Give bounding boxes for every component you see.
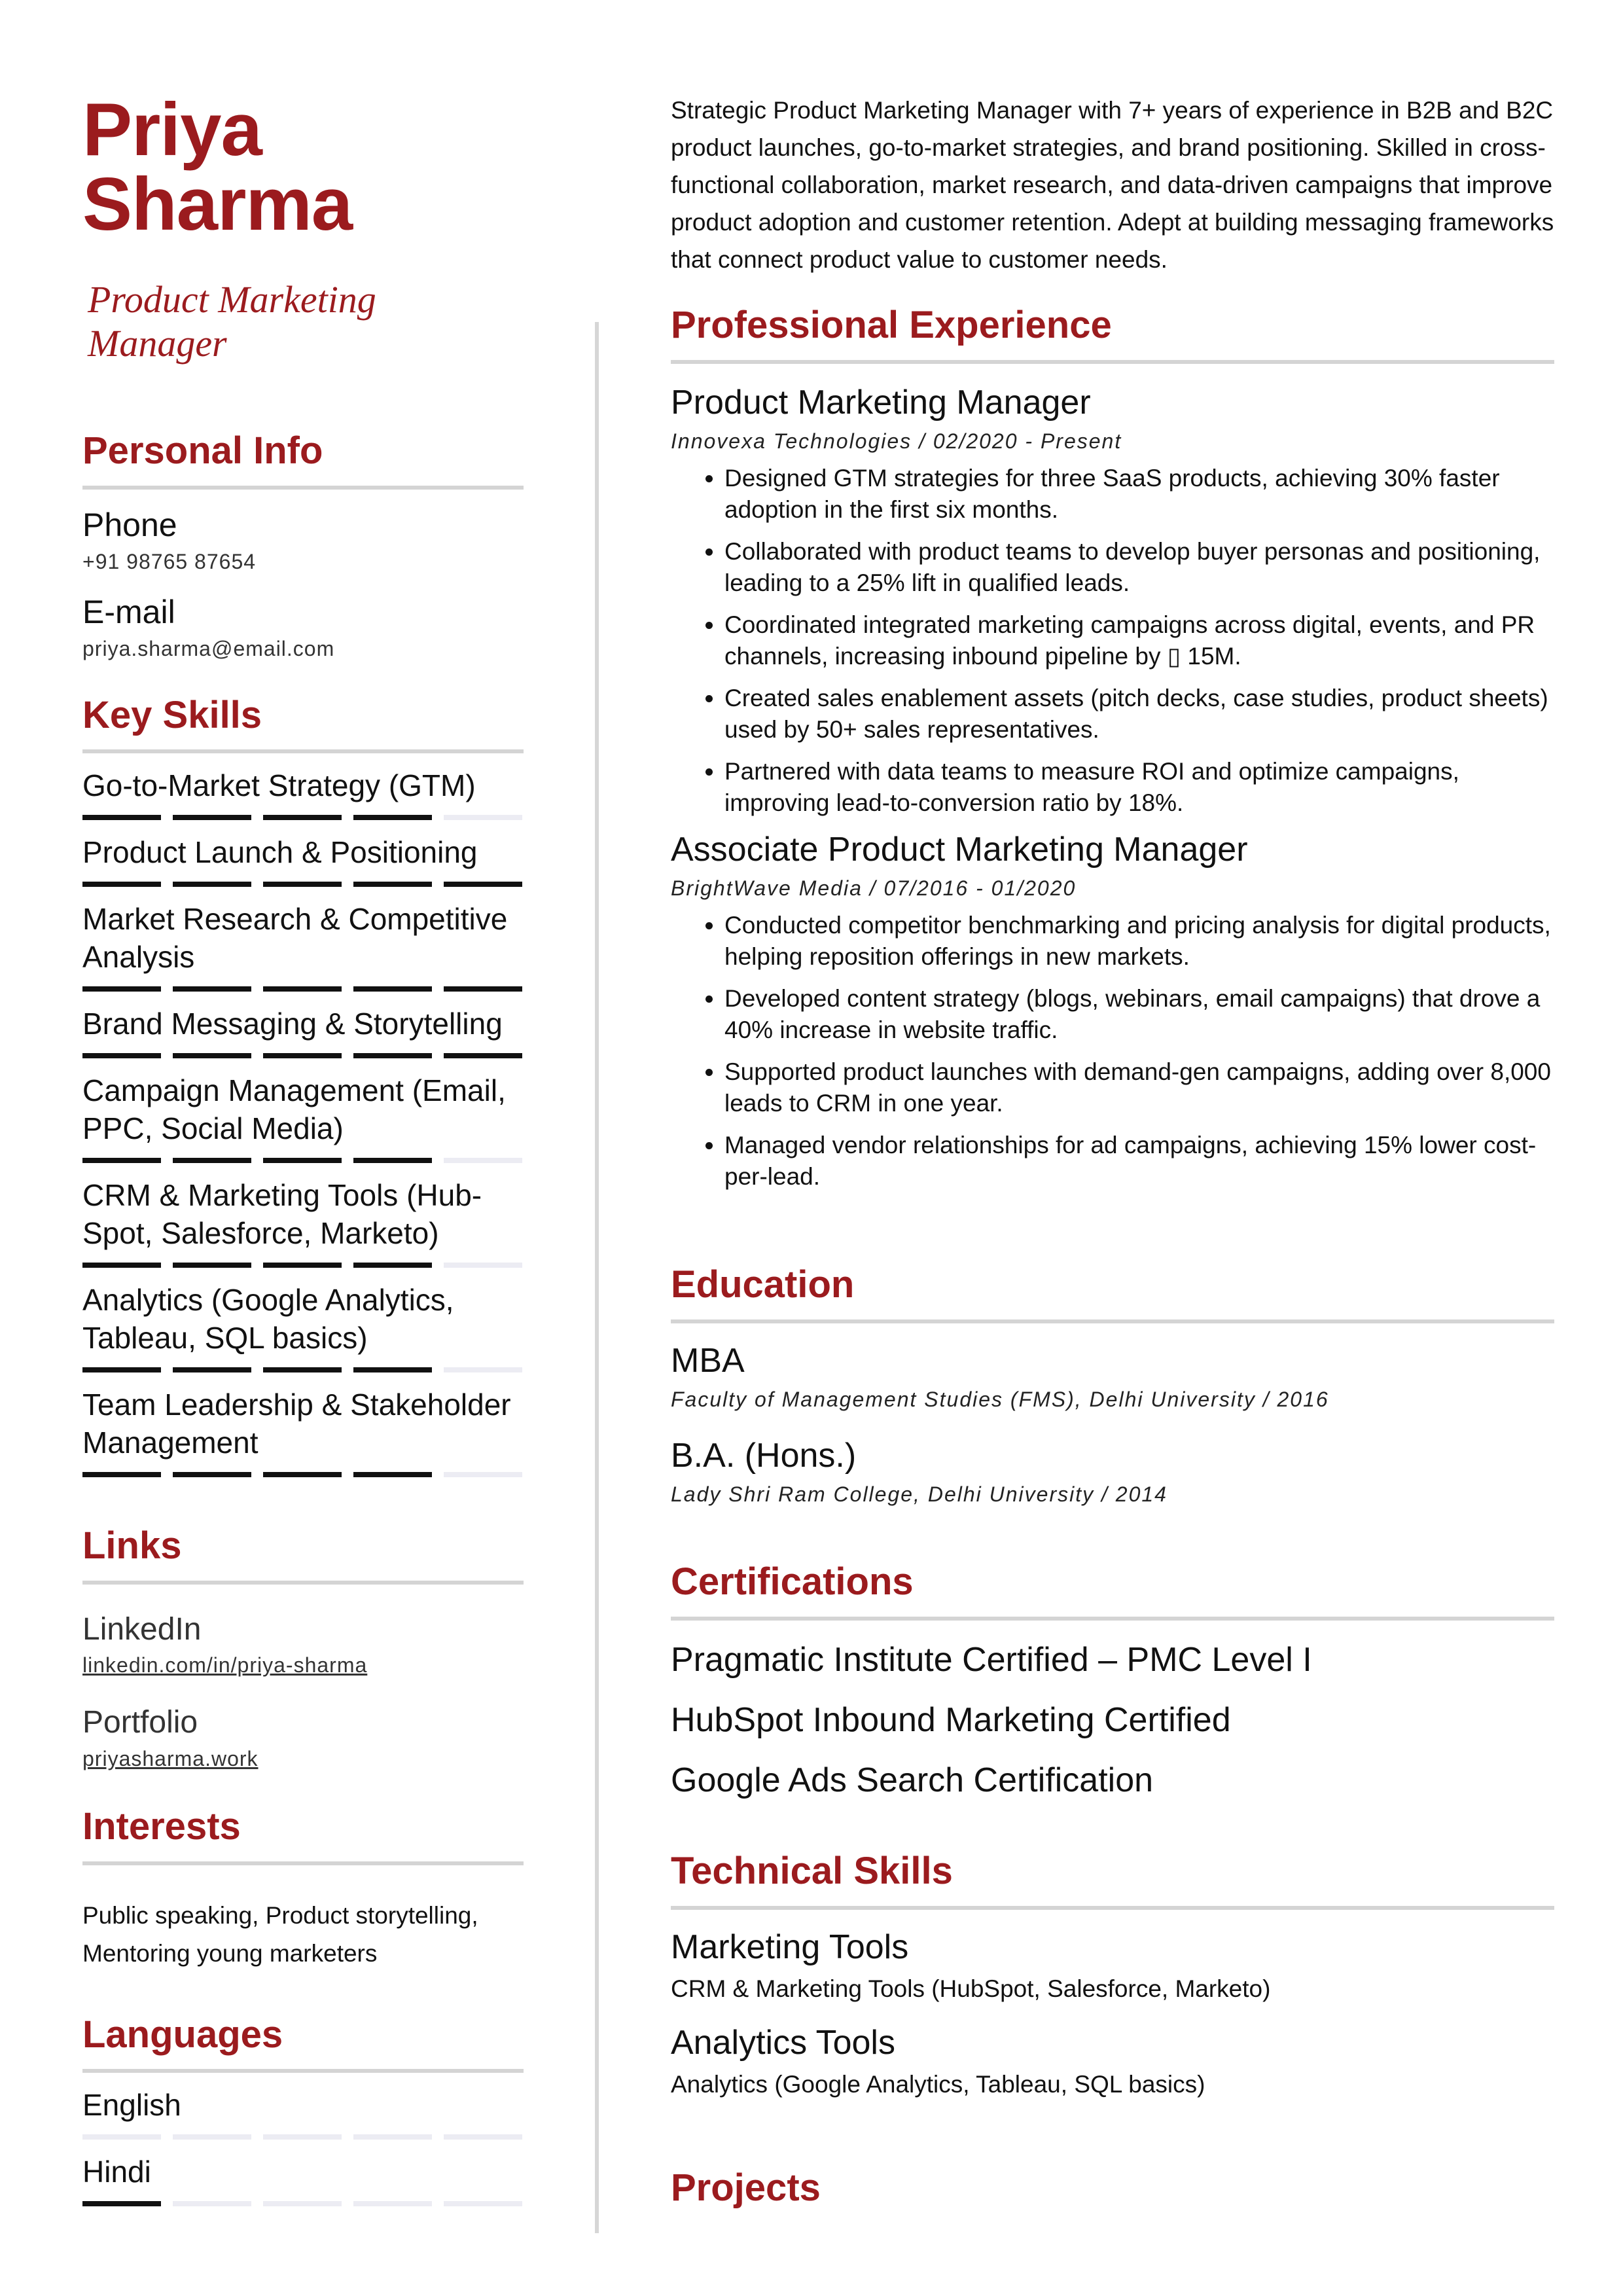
skill-level-segment <box>444 1472 522 1477</box>
skill-item <box>82 766 524 820</box>
skill-level-segment <box>353 882 432 887</box>
skill-level-segment <box>263 2134 342 2140</box>
degree: MBA <box>671 1341 745 1380</box>
skill-level-segment <box>353 1158 432 1163</box>
skill-level-bar <box>82 2201 524 2206</box>
languages-section <box>82 2012 524 2207</box>
left-column <box>82 79 524 2206</box>
skill-level-segment <box>444 815 522 820</box>
degree: B.A. (Hons.) <box>671 1436 857 1475</box>
section-rule <box>82 1861 524 1865</box>
list-item: • Designed GTM strategies for three SaaS products, achieving 30% faster adoption in the first six months. <box>724 463 1554 526</box>
language-name: English <box>82 2088 181 2123</box>
section-title: Projects <box>671 2166 821 2209</box>
candidate-title: Product Marketing Manager <box>88 278 376 365</box>
skill-level-segment <box>263 1472 342 1477</box>
job-bullets <box>671 910 1554 1193</box>
skill-level-segment <box>173 1263 251 1268</box>
skill-item <box>82 1281 524 1372</box>
experience-section <box>671 302 1554 1203</box>
skill-level-bar <box>82 2134 524 2140</box>
tech-skill-title: Analytics Tools <box>671 2023 895 2062</box>
skill-name: Market Research & Competitive Analysis <box>82 902 508 975</box>
skill-name: Brand Messaging & Storytelling <box>82 1007 503 1041</box>
certification-item: Pragmatic Institute Certified – PMC Level I <box>671 1640 1312 1679</box>
skill-level-segment <box>173 882 251 887</box>
skill-level-segment <box>173 815 251 820</box>
skill-level-bar <box>82 1367 524 1372</box>
section-title: Interests <box>82 1804 241 1848</box>
skill-item <box>82 1005 524 1058</box>
skill-level-bar <box>82 1053 524 1058</box>
skill-name: CRM & Marketing Tools (Hub-Spot, Salesforce, Marketo) <box>82 1178 482 1251</box>
skill-level-segment <box>263 986 342 992</box>
skill-level-segment <box>263 882 342 887</box>
skill-item <box>82 1386 524 1477</box>
job-meta: BrightWave Media / 07/2016 - 01/2020 <box>671 876 1077 901</box>
job-entry <box>671 829 1554 1193</box>
section-rule <box>671 1906 1554 1910</box>
skill-item <box>82 1071 524 1163</box>
section-title: Technical Skills <box>671 1850 953 1892</box>
links-section <box>82 1523 524 1771</box>
projects-section <box>671 2165 1554 2211</box>
personal-info-section <box>82 428 524 661</box>
skill-name: Team Leadership & Stakeholder Management <box>82 1388 511 1460</box>
skill-level-segment <box>263 1158 342 1163</box>
interests-section <box>82 1804 524 1973</box>
languages-list <box>82 2086 524 2206</box>
section-title: Languages <box>82 2013 283 2056</box>
section-rule <box>671 1319 1554 1323</box>
summary-text: Strategic Product Marketing Manager with 7+ years of experience in B2B and B2C product launches, go-to-market strategies, and brand positioning. Skilled in cross-functional collaboration, market research, and data-driven campaigns that improve product adoption and customer retention. Adept at building messaging frameworks that connect product value to customer needs. <box>671 97 1554 273</box>
linkedin-link[interactable]: linkedin.com/in/priya-sharma <box>82 1653 368 1677</box>
skill-level-segment <box>82 1158 161 1163</box>
section-title: Links <box>82 1524 182 1568</box>
skill-name: Analytics (Google Analytics, Tableau, SQL basics) <box>82 1283 454 1355</box>
skill-level-segment <box>353 815 432 820</box>
section-rule <box>82 2069 524 2073</box>
skill-level-segment <box>82 2134 161 2140</box>
portfolio-label: Portfolio <box>82 1705 198 1740</box>
skill-level-segment <box>173 2201 251 2206</box>
job-role: Associate Product Marketing Manager <box>671 830 1248 869</box>
email-value: priya.sharma@email.com <box>82 636 335 660</box>
column-divider <box>595 322 599 2233</box>
job-entry <box>671 382 1554 819</box>
skill-level-bar <box>82 1263 524 1268</box>
list-item: • Coordinated integrated marketing campaigns across digital, events, and PR channels, increasing inbound pipeline by ▯ 15M. <box>724 609 1554 672</box>
job-meta: Innovexa Technologies / 02/2020 - Present <box>671 429 1122 453</box>
education-section <box>671 1262 1554 1507</box>
skill-level-segment <box>353 986 432 992</box>
phone-label: Phone <box>82 506 177 543</box>
skill-name: Campaign Management (Email, PPC, Social Media) <box>82 1073 506 1146</box>
tech-skill-value: Analytics (Google Analytics, Tableau, SQL basics) <box>671 2071 1205 2098</box>
language-item <box>82 2086 524 2140</box>
skills-list <box>82 766 524 1477</box>
skill-level-segment <box>82 1367 161 1372</box>
skill-level-segment <box>82 882 161 887</box>
skill-level-segment <box>263 2201 342 2206</box>
skill-level-segment <box>444 2201 522 2206</box>
section-rule <box>671 1617 1554 1621</box>
skill-level-segment <box>82 1053 161 1058</box>
skill-level-bar <box>82 986 524 992</box>
tech-skill-title: Marketing Tools <box>671 1928 909 1966</box>
skill-level-segment <box>444 986 522 992</box>
skill-level-segment <box>82 986 161 992</box>
key-skills-section <box>82 692 524 1478</box>
skill-item <box>82 833 524 887</box>
skill-level-segment <box>263 815 342 820</box>
list-item: • Created sales enablement assets (pitch decks, case studies, product sheets) used by 50+ sales representatives. <box>724 683 1554 745</box>
skill-level-bar <box>82 1158 524 1163</box>
skill-level-segment <box>263 1263 342 1268</box>
email-label: E-mail <box>82 593 175 630</box>
skill-level-bar <box>82 1472 524 1477</box>
skill-level-segment <box>444 1263 522 1268</box>
section-rule <box>82 1581 524 1585</box>
language-item <box>82 2153 524 2206</box>
job-role: Product Marketing Manager <box>671 383 1091 422</box>
section-title: Education <box>671 1263 855 1306</box>
list-item: • Managed vendor relationships for ad campaigns, achieving 15% lower cost-per-lead. <box>724 1130 1554 1193</box>
language-name: Hindi <box>82 2155 151 2189</box>
skill-level-segment <box>444 1053 522 1058</box>
interests-text: Public speaking, Product storytelling, Mentoring young marketers <box>82 1901 478 1967</box>
skill-level-segment <box>353 2201 432 2206</box>
skill-level-segment <box>444 882 522 887</box>
degree-meta: Faculty of Management Studies (FMS), Delhi University / 2016 <box>671 1387 1329 1411</box>
list-item: • Supported product launches with demand-gen campaigns, adding over 8,000 leads to CRM in one year. <box>724 1056 1554 1119</box>
list-item: • Collaborated with product teams to develop buyer personas and positioning, leading to a 25% lift in qualified leads. <box>724 536 1554 599</box>
section-title: Certifications <box>671 1560 914 1603</box>
portfolio-link[interactable]: priyasharma.work <box>82 1746 259 1770</box>
skill-level-segment <box>173 1158 251 1163</box>
skill-level-segment <box>82 815 161 820</box>
skill-level-segment <box>444 2134 522 2140</box>
skill-level-segment <box>263 1053 342 1058</box>
certification-item: Google Ads Search Certification <box>671 1761 1154 1799</box>
phone-value: +91 98765 87654 <box>82 549 257 573</box>
section-title: Key Skills <box>82 693 262 736</box>
skill-item <box>82 1176 524 1268</box>
section-rule <box>671 360 1554 364</box>
skill-level-bar <box>82 815 524 820</box>
skill-level-segment <box>82 2201 161 2206</box>
skill-level-segment <box>353 1053 432 1058</box>
skill-level-bar <box>82 882 524 887</box>
section-rule <box>82 749 524 753</box>
section-rule <box>82 486 524 490</box>
degree-meta: Lady Shri Ram College, Delhi University / 2014 <box>671 1482 1168 1507</box>
skill-name: Go-to-Market Strategy (GTM) <box>82 768 476 803</box>
skill-level-segment <box>173 986 251 992</box>
skill-level-segment <box>444 1158 522 1163</box>
skill-level-segment <box>353 2134 432 2140</box>
list-item: • Developed content strategy (blogs, webinars, email campaigns) that drove a 40% increase in website traffic. <box>724 983 1554 1046</box>
certifications-section <box>671 1559 1554 1810</box>
list-item: • Partnered with data teams to measure ROI and optimize campaigns, improving lead-to-conversion ratio by 18%. <box>724 756 1554 819</box>
skill-item <box>82 900 524 992</box>
skill-name: Product Launch & Positioning <box>82 835 478 870</box>
skill-level-segment <box>173 1367 251 1372</box>
section-title: Professional Experience <box>671 304 1112 346</box>
technical-skills-section <box>671 1848 1554 2098</box>
skill-level-segment <box>444 1367 522 1372</box>
skill-level-segment <box>82 1472 161 1477</box>
job-bullets <box>671 463 1554 819</box>
skill-level-segment <box>173 1472 251 1477</box>
skill-level-segment <box>82 1263 161 1268</box>
certification-item: HubSpot Inbound Marketing Certified <box>671 1700 1231 1739</box>
tech-skill-value: CRM & Marketing Tools (HubSpot, Salesforce, Marketo) <box>671 1975 1271 2002</box>
skill-level-segment <box>263 1367 342 1372</box>
skill-level-segment <box>353 1367 432 1372</box>
linkedin-label: LinkedIn <box>82 1611 202 1647</box>
candidate-name: Priya Sharma <box>82 88 353 246</box>
skill-level-segment <box>353 1263 432 1268</box>
skill-level-segment <box>173 2134 251 2140</box>
skill-level-segment <box>353 1472 432 1477</box>
skill-level-segment <box>173 1053 251 1058</box>
list-item: • Conducted competitor benchmarking and pricing analysis for digital products, helping reposition offerings in new markets. <box>724 910 1554 973</box>
section-title: Personal Info <box>82 429 323 472</box>
